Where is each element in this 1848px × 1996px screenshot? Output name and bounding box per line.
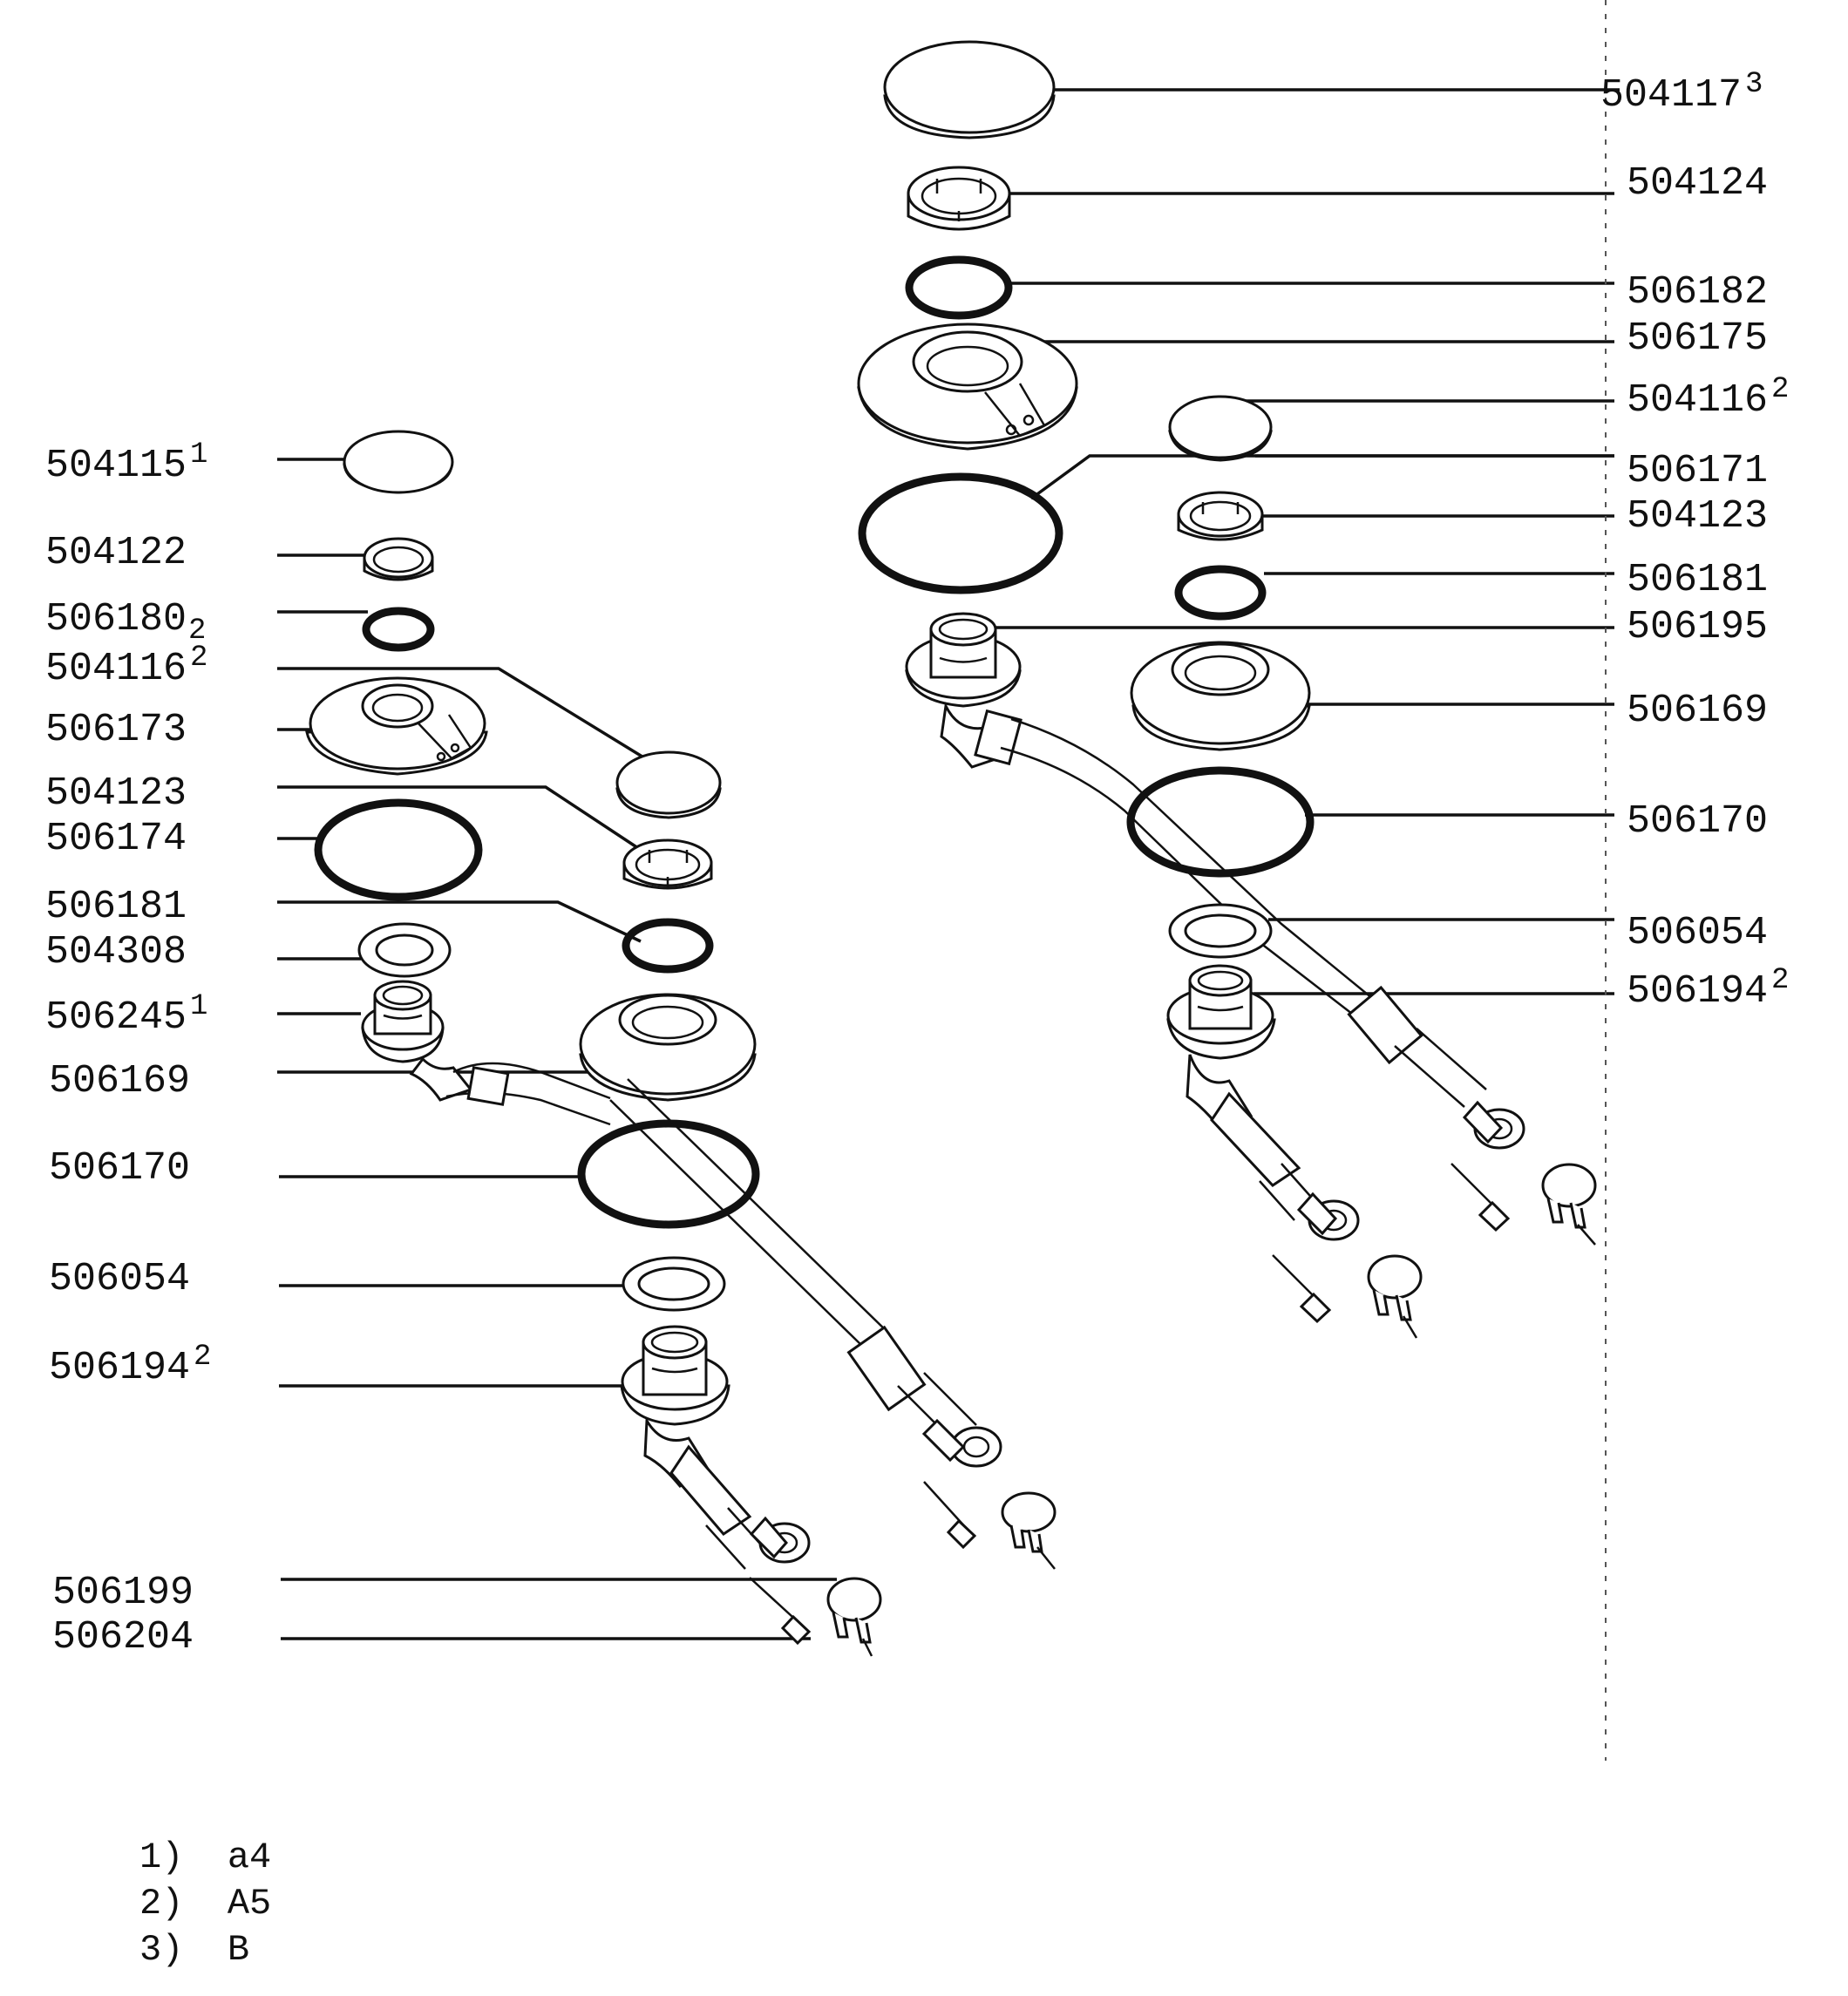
gasket-506174: [318, 803, 479, 897]
cap-504116-left: [617, 752, 720, 818]
footnote-1: 1) a4: [139, 1836, 272, 1878]
gasket-506170-right: [1131, 771, 1310, 873]
part-label-506054-right: 506054: [1627, 911, 1769, 955]
retaining-ring-504123-right: [1179, 492, 1262, 540]
part-label-504115: 504115 $^1$: [45, 438, 208, 488]
elbow-fitting-506194-left: [622, 1327, 880, 1656]
part-label-506173: 506173: [45, 708, 187, 752]
part-label-506180: $506180_2$: [45, 597, 207, 648]
part-label-504117: 504117 $^3$: [1600, 68, 1763, 118]
seal-ring-506181-right: [1179, 569, 1262, 616]
cap-504117: [885, 42, 1054, 138]
washer-506054-right: [1170, 905, 1271, 957]
part-label-506199: 506199: [52, 1571, 194, 1615]
footnote-3: 3) B: [139, 1929, 250, 1971]
part-label-504123-left: 504123: [45, 771, 187, 816]
cap-504116-right: [1170, 397, 1271, 460]
seal-ring-506180: [366, 611, 431, 648]
elbow-fitting-506245: [363, 981, 471, 1100]
part-label-506174: 506174: [45, 817, 187, 861]
part-label-506194-left: 506194 $^2$: [49, 1341, 212, 1390]
retaining-ring-504124: [908, 167, 1009, 229]
part-label-506170-left: 506170: [49, 1146, 191, 1191]
part-label-506171: 506171: [1627, 449, 1769, 493]
part-label-504124: 504124: [1627, 161, 1769, 206]
leader-lines-right: [983, 90, 1620, 994]
gasket-506171: [862, 477, 1059, 590]
part-label-506054-left: 506054: [49, 1257, 191, 1301]
washer-506054-left: [623, 1258, 724, 1310]
part-label-506204: 506204: [52, 1615, 194, 1660]
washer-504308: [359, 924, 450, 976]
seal-ring-506182: [909, 260, 1009, 316]
part-label-506194-right: 506194 $^2$: [1627, 964, 1790, 1014]
part-label-506169-left: 506169: [49, 1059, 191, 1103]
part-label-506245: 506245 $^1$: [45, 990, 208, 1040]
flange-506173: [307, 678, 486, 774]
flange-506169-left: [581, 995, 755, 1100]
retaining-ring-504123-left: [624, 840, 711, 888]
part-label-506170-right: 506170: [1627, 799, 1769, 844]
part-label-504123-right: 504123: [1627, 494, 1769, 539]
retaining-ring-504122: [364, 539, 432, 580]
hose-left-long: [610, 1079, 1055, 1569]
part-label-506175: 506175: [1627, 316, 1769, 361]
footnote-2: 2) A5: [139, 1883, 272, 1925]
part-label-504122: 504122: [45, 531, 187, 575]
part-label-506195: 506195: [1627, 605, 1769, 649]
flange-506169-right: [1131, 642, 1309, 750]
part-label-504116-right: 504116 $^2$: [1627, 373, 1790, 423]
part-label-506181-left: 506181: [45, 885, 187, 929]
part-label-506181-right: 506181: [1627, 558, 1769, 602]
part-label-504116-left: 504116 $^2$: [45, 642, 208, 691]
cap-504115: [344, 431, 452, 492]
part-label-504308: 504308: [45, 930, 187, 974]
part-label-506169-right: 506169: [1627, 689, 1769, 733]
elbow-fitting-506195: [907, 614, 1021, 767]
gasket-506170-left: [581, 1124, 756, 1225]
flange-506175: [859, 324, 1077, 449]
part-label-506182: 506182: [1627, 270, 1769, 315]
seal-ring-506181-left: [626, 922, 710, 969]
